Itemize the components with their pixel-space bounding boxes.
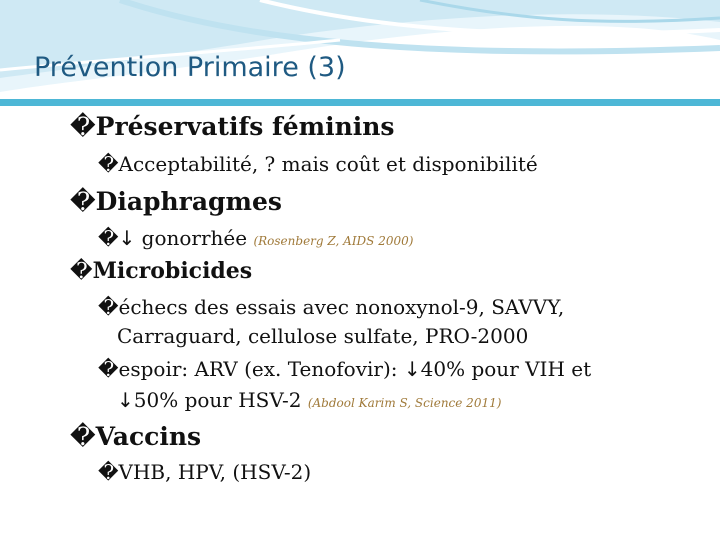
citation: (Rosenberg Z, AIDS 2000) <box>253 234 414 248</box>
bullet-marker: � <box>70 422 96 451</box>
sub-bullet-text: Carraguard, cellulose sulfate, PRO-2000 <box>117 324 529 348</box>
citation: (Abdool Karim S, Science 2011) <box>307 396 502 410</box>
down-arrow-icon: ↓ <box>117 388 134 412</box>
bullet-marker: � <box>70 187 96 216</box>
sub-bullet-gonorrhee <box>98 227 413 249</box>
sub-bullet-vhb <box>98 461 311 483</box>
slide-title: Prévention Primaire (3) <box>34 52 346 83</box>
sub-bullet-text: Acceptabilité, ? mais coût et disponibilité <box>118 152 538 176</box>
sub-bullet-acceptabilite <box>98 153 538 175</box>
down-arrow-icon: ↓ <box>118 226 136 250</box>
bullet-heading-diaphragmes <box>70 188 282 216</box>
down-arrow-icon: ↓ <box>403 357 421 381</box>
heading-text: Vaccins <box>95 422 202 451</box>
bullet-heading-preservatifs <box>70 113 395 141</box>
title-divider-line <box>0 99 720 106</box>
bullet-marker: � <box>98 460 119 484</box>
sub-bullet-echecs-line2 <box>117 325 528 347</box>
sub-bullet-espoir-line2 <box>117 389 501 411</box>
sub-bullet-echecs-line1 <box>98 296 564 318</box>
sub-bullet-text: échecs des essais avec nonoxynol-9, SAVVY, <box>118 295 565 319</box>
bullet-marker: � <box>70 112 96 141</box>
bullet-marker: � <box>98 357 119 381</box>
bullet-marker: � <box>98 152 119 176</box>
heading-text: Préservatifs féminins <box>95 112 395 141</box>
heading-text: Diaphragmes <box>95 187 282 216</box>
sub-bullet-text: 50% pour HSV-2 <box>133 388 302 412</box>
bullet-marker: � <box>98 226 119 250</box>
sub-bullet-text: VHB, HPV, (HSV-2) <box>118 460 312 484</box>
bullet-marker: � <box>98 295 119 319</box>
sub-bullet-espoir-line1 <box>98 358 591 380</box>
sub-bullet-text: 40% pour VIH et <box>420 357 592 381</box>
bullet-marker: � <box>70 259 93 284</box>
sub-bullet-text: gonorrhée <box>141 226 248 250</box>
bullet-heading-microbicides <box>70 259 252 284</box>
heading-text: Microbicides <box>92 258 253 284</box>
sub-bullet-text: espoir: ARV (ex. Tenofovir): <box>118 357 404 381</box>
bullet-heading-vaccins <box>70 423 201 451</box>
